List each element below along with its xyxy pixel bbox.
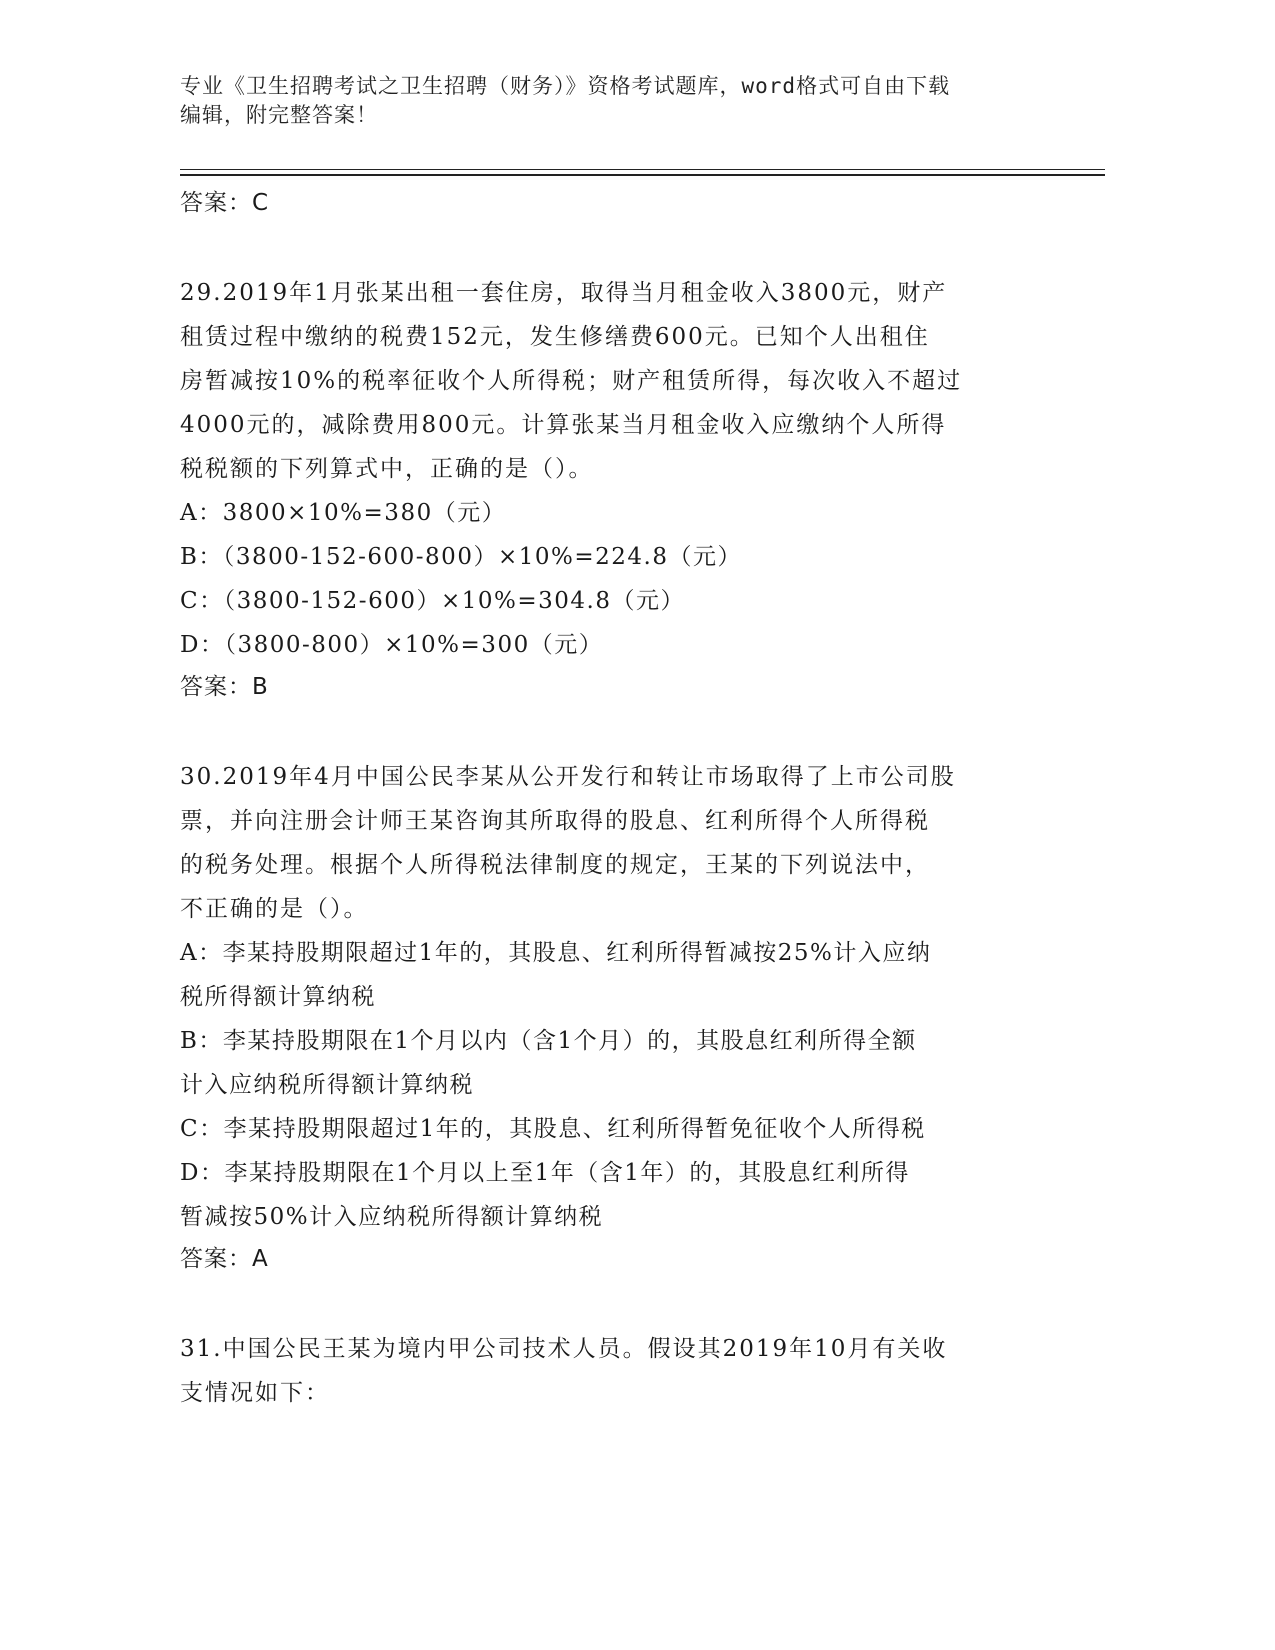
question-29-line-1: 29.2019年1月张某出租一套住房，取得当月租金收入3800元，财产 xyxy=(180,280,948,306)
question-30-option-b: B：李某持股期限在1个月以内（含1个月）的，其股息红利所得全额 xyxy=(180,1028,917,1054)
spacer xyxy=(180,1279,1060,1327)
question-29-option-a: A：3800×10%=380（元） xyxy=(180,500,507,526)
answer-29: 答案：B xyxy=(180,674,269,700)
document-body xyxy=(180,183,1060,1415)
header-rule-thin xyxy=(180,169,1105,170)
question-31-line-1: 31.中国公民王某为境内甲公司技术人员。假设其2019年10月有关收 xyxy=(180,1336,948,1362)
question-30-line-3: 的税务处理。根据个人所得税法律制度的规定，王某的下列说法中， xyxy=(180,852,930,878)
question-29-option-c: C：（3800-152-600）×10%=304.8（元） xyxy=(180,588,685,614)
question-29-line-5: 税税额的下列算式中，正确的是（）。 xyxy=(180,456,594,482)
answer-30: 答案：A xyxy=(180,1246,269,1272)
question-29-line-3: 房暂减按10%的税率征收个人所得税；财产租赁所得，每次收入不超过 xyxy=(180,368,963,394)
question-30-line-2: 票，并向注册会计师王某咨询其所取得的股息、红利所得个人所得税 xyxy=(180,808,930,834)
question-30-line-1: 30.2019年4月中国公民李某从公开发行和转让市场取得了上市公司股 xyxy=(180,764,956,790)
question-30-option-d: D：李某持股期限在1个月以上至1年（含1年）的，其股息红利所得 xyxy=(180,1160,910,1186)
spacer xyxy=(180,223,1060,271)
spacer xyxy=(180,707,1060,755)
question-31 xyxy=(180,1327,1060,1415)
question-29 xyxy=(180,271,1060,707)
document-header xyxy=(180,72,1060,130)
header-rule-thick xyxy=(180,174,1105,176)
question-30-option-d-cont: 暂减按50%计入应纳税所得额计算纳税 xyxy=(180,1204,604,1230)
question-30-option-b-cont: 计入应纳税所得额计算纳税 xyxy=(180,1072,474,1098)
question-31-line-2: 支情况如下： xyxy=(180,1380,330,1406)
answer-28: 答案：C xyxy=(180,190,270,216)
question-30-line-4: 不正确的是（）。 xyxy=(180,896,369,922)
question-29-line-2: 租赁过程中缴纳的税费152元，发生修缮费600元。已知个人出租住 xyxy=(180,324,930,350)
question-29-line-4: 4000元的，减除费用800元。计算张某当月租金收入应缴纳个人所得 xyxy=(180,412,947,438)
question-30-option-c: C：李某持股期限超过1年的，其股息、红利所得暂免征收个人所得税 xyxy=(180,1116,926,1142)
question-29-option-b: B：（3800-152-600-800）×10%=224.8（元） xyxy=(180,544,742,570)
header-line-1: 专业《卫生招聘考试之卫生招聘（财务）》资格考试题库，word格式可自由下载 xyxy=(180,74,951,98)
header-line-2: 编辑，附完整答案！ xyxy=(180,103,378,127)
question-29-option-d: D：（3800-800）×10%=300（元） xyxy=(180,632,604,658)
question-30-option-a: A：李某持股期限超过1年的，其股息、红利所得暂减按25%计入应纳 xyxy=(180,940,932,966)
question-30-option-a-cont: 税所得额计算纳税 xyxy=(180,984,376,1010)
question-30 xyxy=(180,755,1060,1279)
